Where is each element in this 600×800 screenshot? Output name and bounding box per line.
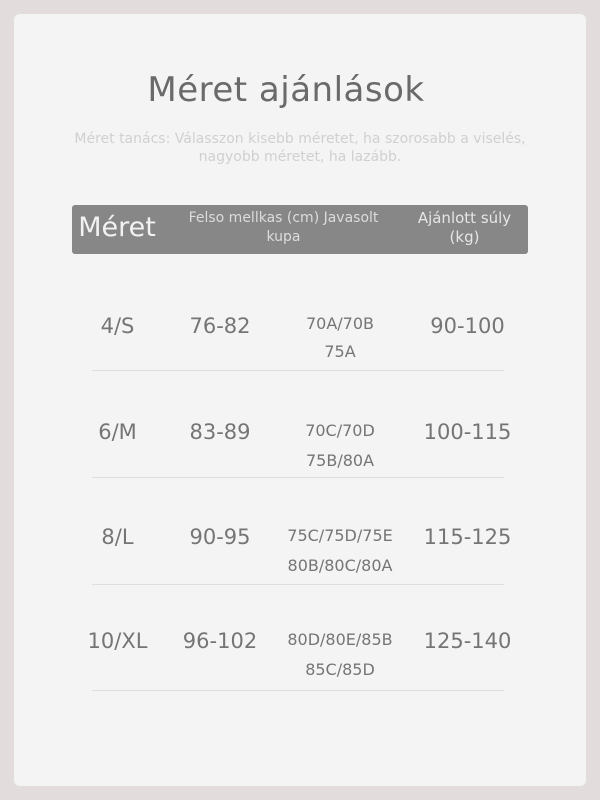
weight-cell: 90-100 bbox=[430, 314, 505, 338]
cup-cell-line2: 75B/80A bbox=[305, 451, 375, 470]
weight-cell: 115-125 bbox=[423, 525, 512, 549]
table-header bbox=[72, 205, 528, 254]
table-row bbox=[0, 406, 600, 512]
size-cell: 6/M bbox=[98, 420, 137, 444]
row-divider bbox=[92, 477, 504, 478]
page-title: Méret ajánlások bbox=[147, 70, 425, 110]
cup-cell-line2: 75A bbox=[324, 342, 356, 361]
table-row bbox=[0, 615, 600, 721]
weight-cell: 125-140 bbox=[423, 629, 512, 653]
size-cell: 10/XL bbox=[87, 629, 148, 653]
bust-cell: 76-82 bbox=[189, 314, 251, 338]
header-weight: Ajánlott súly (kg) bbox=[417, 209, 512, 246]
cup-cell-line1: 75C/75D/75E bbox=[287, 526, 393, 545]
header-bust-cup: Felso mellkas (cm) Javasolt kupa bbox=[188, 210, 379, 245]
table-row bbox=[0, 511, 600, 617]
size-cell: 8/L bbox=[101, 525, 134, 549]
cup-cell-line1: 70A/70B bbox=[305, 314, 375, 333]
cup-cell-line1: 80D/80E/85B bbox=[287, 630, 393, 649]
header-size: Méret bbox=[78, 212, 156, 243]
row-divider bbox=[92, 584, 504, 585]
row-divider bbox=[92, 690, 504, 691]
cup-cell-line2: 85C/85D bbox=[305, 660, 375, 679]
cup-cell-line1: 70C/70D bbox=[305, 421, 375, 440]
bust-cell: 96-102 bbox=[182, 629, 258, 653]
bust-cell: 90-95 bbox=[189, 525, 251, 549]
row-divider bbox=[92, 370, 504, 371]
table-row bbox=[0, 300, 600, 406]
bust-cell: 83-89 bbox=[189, 420, 251, 444]
size-cell: 4/S bbox=[100, 314, 135, 338]
cup-cell-line2: 80B/80C/80A bbox=[287, 556, 393, 575]
size-advice-text: Méret tanács: Válasszon kisebb méretet, ha szorosabb a viselés, nagyobb méretet, ha lazább. bbox=[74, 131, 526, 165]
weight-cell: 100-115 bbox=[423, 420, 512, 444]
